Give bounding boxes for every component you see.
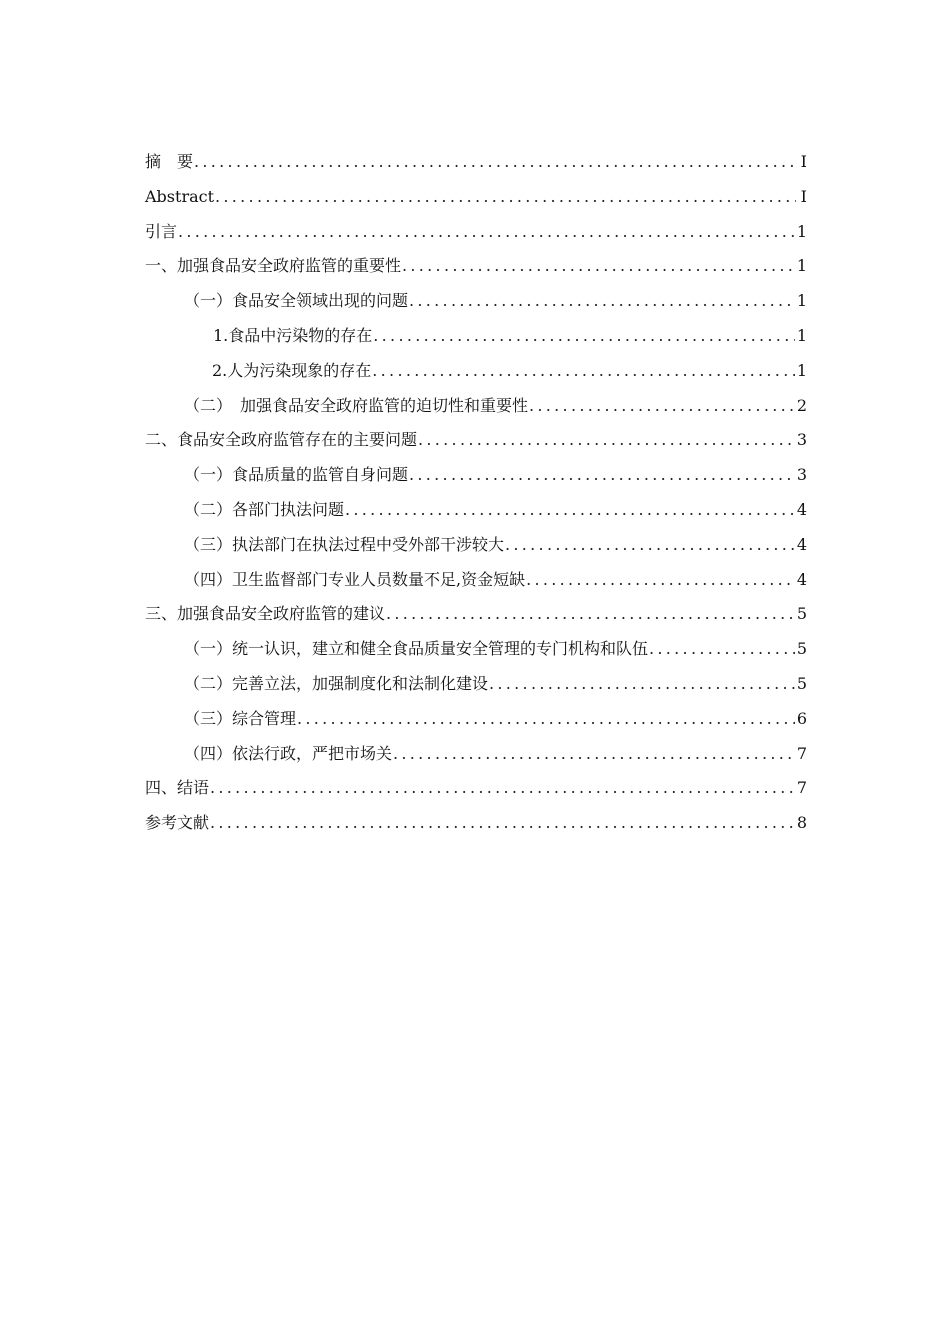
toc-page-number: 6 bbox=[796, 708, 807, 728]
dot-leader bbox=[210, 808, 795, 838]
dot-leader bbox=[386, 599, 795, 629]
dot-leader bbox=[210, 773, 795, 803]
toc-label: （三）综合管理 bbox=[184, 708, 297, 728]
toc-label: （一）统一认识，建立和健全食品质量安全管理的专门机构和队伍 bbox=[184, 639, 649, 659]
dot-leader bbox=[649, 634, 795, 664]
toc-page-number: 1 bbox=[796, 360, 807, 380]
toc-entry-section-3-3[interactable] bbox=[145, 704, 807, 739]
toc-label: 三、加强食品安全政府监管的建议 bbox=[145, 604, 386, 624]
toc-label: （四）依法行政，严把市场关 bbox=[184, 743, 393, 763]
toc-label: 一、加强食品安全政府监管的重要性 bbox=[145, 256, 402, 276]
dot-leader bbox=[393, 739, 795, 769]
toc-entry-section-2-2[interactable] bbox=[145, 495, 807, 530]
toc-page-number: I bbox=[800, 186, 807, 206]
toc-page-number: 5 bbox=[796, 673, 807, 693]
dot-leader bbox=[178, 217, 795, 247]
toc-entry-section-2-3[interactable] bbox=[145, 530, 807, 565]
toc-page-number: 1 bbox=[796, 256, 807, 276]
toc-page-number: I bbox=[800, 152, 807, 171]
toc-label: （二）完善立法，加强制度化和法制化建设 bbox=[184, 673, 489, 693]
toc-label: （二）各部门执法问题 bbox=[184, 499, 345, 519]
toc-label: 1.食品中污染物的存在 bbox=[213, 325, 373, 345]
dot-leader bbox=[215, 182, 796, 212]
toc-page-number: 1 bbox=[796, 325, 807, 345]
toc-entry-section-3-2[interactable] bbox=[145, 669, 807, 704]
toc-page-number: 3 bbox=[796, 430, 807, 450]
toc-page-number: 4 bbox=[796, 534, 807, 554]
toc-page-number: 4 bbox=[796, 569, 807, 589]
toc-entry-chapter-2[interactable] bbox=[145, 425, 807, 460]
toc-label: 引言 bbox=[145, 221, 178, 241]
toc-entry-references[interactable] bbox=[145, 808, 807, 843]
toc-page-number: 7 bbox=[796, 743, 807, 763]
toc-page-number: 4 bbox=[796, 499, 807, 519]
toc-entry-abstract-cn[interactable] bbox=[145, 147, 807, 182]
toc-label: 参考文献 bbox=[145, 813, 210, 833]
dot-leader bbox=[489, 669, 795, 699]
toc-label: Abstract bbox=[145, 186, 215, 206]
toc-label: （二） 加强食品安全政府监管的迫切性和重要性 bbox=[184, 395, 529, 415]
dot-leader bbox=[194, 147, 796, 177]
toc-page-number: 7 bbox=[796, 778, 807, 798]
dot-leader bbox=[409, 286, 795, 316]
toc-page-number: 5 bbox=[796, 604, 807, 624]
toc-entry-abstract-en[interactable] bbox=[145, 182, 807, 217]
dot-leader bbox=[409, 460, 795, 490]
dot-leader bbox=[297, 704, 795, 734]
toc-page-number: 1 bbox=[796, 291, 807, 311]
toc-page-number: 8 bbox=[796, 813, 807, 833]
toc-entry-section-3-4[interactable] bbox=[145, 739, 807, 774]
toc-entry-section-1-2[interactable] bbox=[145, 391, 807, 426]
toc-entry-chapter-4[interactable] bbox=[145, 773, 807, 808]
toc-entry-subsection-1-1-1[interactable] bbox=[145, 321, 807, 356]
toc-entry-chapter-3[interactable] bbox=[145, 599, 807, 634]
dot-leader bbox=[372, 356, 795, 386]
table-of-contents bbox=[145, 147, 807, 843]
toc-label: 2.人为污染现象的存在 bbox=[212, 360, 372, 380]
toc-label: 四、结语 bbox=[145, 778, 210, 798]
toc-entry-section-2-1[interactable] bbox=[145, 460, 807, 495]
toc-page-number: 5 bbox=[796, 639, 807, 659]
toc-page-number: 3 bbox=[796, 465, 807, 485]
toc-page-number: 2 bbox=[796, 395, 807, 415]
dot-leader bbox=[529, 391, 795, 421]
toc-entry-chapter-1[interactable] bbox=[145, 251, 807, 286]
dot-leader bbox=[418, 425, 795, 455]
toc-label: （三）执法部门在执法过程中受外部干涉较大 bbox=[184, 534, 505, 554]
toc-entry-subsection-1-1-2[interactable] bbox=[145, 356, 807, 391]
toc-entry-introduction[interactable] bbox=[145, 217, 807, 252]
dot-leader bbox=[505, 530, 795, 560]
dot-leader bbox=[345, 495, 795, 525]
dot-leader bbox=[373, 321, 795, 351]
toc-label: 二、食品安全政府监管存在的主要问题 bbox=[145, 430, 418, 450]
toc-entry-section-1-1[interactable] bbox=[145, 286, 807, 321]
toc-label: 摘 要 bbox=[145, 152, 194, 171]
toc-entry-section-3-1[interactable] bbox=[145, 634, 807, 669]
dot-leader bbox=[402, 251, 795, 281]
dot-leader bbox=[526, 565, 795, 595]
toc-label: （一）食品安全领域出现的问题 bbox=[184, 291, 409, 311]
toc-label: （四）卫生监督部门专业人员数量不足,资金短缺 bbox=[184, 569, 526, 589]
toc-label: （一）食品质量的监管自身问题 bbox=[184, 465, 409, 485]
toc-page-number: 1 bbox=[796, 221, 807, 241]
toc-entry-section-2-4[interactable] bbox=[145, 565, 807, 600]
